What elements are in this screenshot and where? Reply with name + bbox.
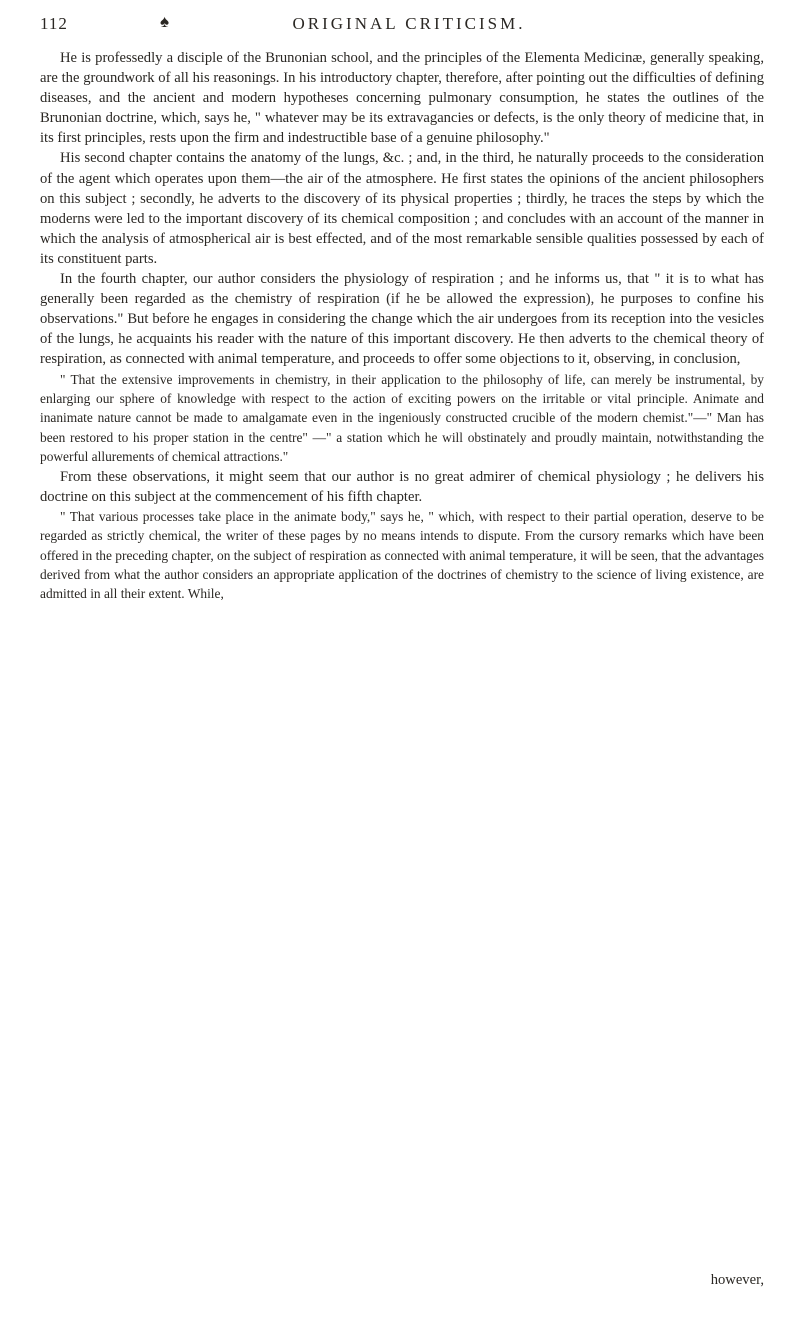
paragraph: From these observations, it might seem that our author is no great admirer of chemical physiology ; he delivers his doctrine on this subject at the commencement of his fifth chapter. xyxy=(40,468,764,505)
paragraph: He is professedly a disciple of the Brunonian school, and the principles of the Elementa Medicinæ, generally speaking, are the groundwork of all his reasonings. In his introductory chapter, therefore, after pointing out the difficulties of defining diseases, and the ancient and modern hypotheses concerning pulmonary consumption, he states the outlines of the Brunonian doctrine, which, says he, " whatever may be its extravagancies or defects, is the only theory of medicine that, in its first principles, rests upon the firm and indestructible base of a genuine philosophy." xyxy=(40,50,764,147)
paragraph: His second chapter contains the anatomy of the lungs, &c. ; and, in the third, he naturally proceeds to the consideration of the agent which operates upon them—the air of the atmosphere. He first states the opinions of the ancient philosophers on this subject ; secondly, he adverts to the discovery of its physical properties ; thirdly, he traces the steps by which the moderns were led to the important discovery of its chemical composition ; and concludes with an account of the manner in which the analysis of atmospherical air is best effected, and of the most remarkable sensible qualities possessed by each of its constituent parts. xyxy=(40,150,764,267)
quoted-paragraph: " That various processes take place in the animate body," says he, " which, with respect to their partial operation, deserve to be regarded as strictly chemical, the writer of these pages by no means intends to dispute. From the cursory remarks which have been offered in the preceding chapter, on the subject of respiration as connected with animal temperature, it will be seen, that the advantages derived from what the author considers an appropriate application of the doctrines of chemistry to the science of living existence, are admitted in all their extent. While, xyxy=(40,508,764,602)
catchword: however, xyxy=(710,1272,764,1288)
quoted-paragraph: " That the extensive improvements in chemistry, in their application to the philosophy of life, can merely be instrumental, by enlarging our sphere of knowledge with respect to the action of exciting powers on the irritable or vital principle. Animate and inanimate nature cannot be made to amalgamate even in the ingeniously constructed crucible of the modern chemist."—" Man has been restored to his proper station in the centre" —" a station which he will obstinately and proudly maintain, notwithstanding the powerful allurements of chemical attractions." xyxy=(40,371,764,465)
ornament-mark: ♠ xyxy=(160,12,170,31)
book-page xyxy=(40,0,778,1321)
paragraph: In the fourth chapter, our author considers the physiology of respiration ; and he informs us, that " it is to what has generally been regarded as the chemistry of respiration (if he be allowed the expression), he purposes to confine his observations." But before he engages in considering the change which the air undergoes from its reception into the vesicles of the lungs, he acquaints his reader with the nature of this important discovery. He then adverts to the chemical theory of respiration, as connected with animal temperature, and proceeds to offer some objections to it, observing, in conclusion, xyxy=(40,271,764,368)
page-number: 112 xyxy=(40,14,68,33)
body-text xyxy=(40,48,764,604)
running-head xyxy=(40,14,778,38)
running-title: ORIGINAL CRITICISM. xyxy=(292,14,526,33)
